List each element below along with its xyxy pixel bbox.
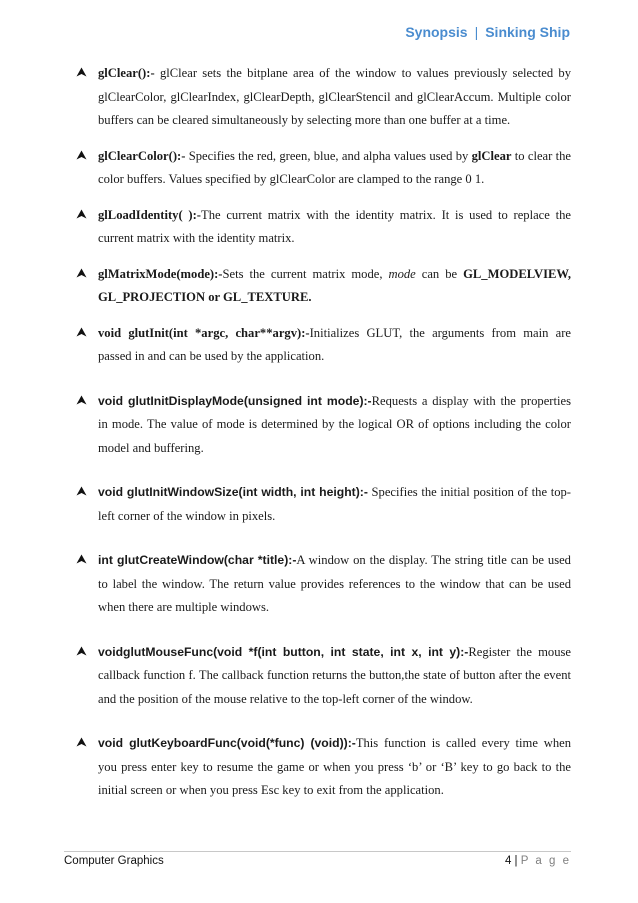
header-subtitle: Sinking Ship xyxy=(485,24,570,40)
list-item xyxy=(76,145,571,192)
function-term: void glutInitWindowSize(int width, int height):- xyxy=(98,485,368,499)
list-item xyxy=(76,263,571,310)
triangle-bullet-icon xyxy=(76,62,87,86)
function-description: A window on the display. The string title can be used to label the window. The return value provides references to the window that can be used when there are multiple windows. xyxy=(98,553,571,614)
function-description: Initializes GLUT, the arguments from main are passed in and can be used by the application. xyxy=(98,325,571,363)
triangle-bullet-icon xyxy=(76,390,87,414)
function-description-mid: can be xyxy=(415,266,464,281)
page-label: P a g e xyxy=(520,855,571,867)
function-term: glClear():- xyxy=(98,66,155,80)
triangle-bullet-icon xyxy=(76,204,87,228)
list-item xyxy=(76,204,571,251)
function-term: void glutInitDisplayMode(unsigned int mode):- xyxy=(98,393,372,408)
list-item xyxy=(76,390,571,461)
list-item xyxy=(76,732,571,803)
function-description: Specifies the red, green, blue, and alpha values used by xyxy=(185,148,472,163)
function-description: glClear sets the bitplane area of the window to values previously selected by glClearColor, glClearIndex, glClearDepth, glClearStencil and glClearAccum. Multiple color buffers can be cleared simultaneously by selecting more than one buffer at a time. xyxy=(98,66,571,127)
footer-course: Computer Graphics xyxy=(64,855,164,867)
header-separator: | xyxy=(474,24,479,40)
page-number: 4 xyxy=(504,855,512,867)
triangle-bullet-icon xyxy=(76,549,87,573)
function-term: glLoadIdentity( ):- xyxy=(98,207,201,222)
function-italic: mode xyxy=(388,266,416,281)
list-item xyxy=(76,549,571,620)
page-footer xyxy=(64,851,571,867)
page-header xyxy=(405,24,570,40)
triangle-bullet-icon xyxy=(76,145,87,169)
function-term: glClearColor():- xyxy=(98,148,186,163)
list-item xyxy=(76,641,571,712)
function-term: voidglutMouseFunc(void *f(int button, int state, int x, int y):- xyxy=(98,644,469,659)
triangle-bullet-icon xyxy=(76,732,87,756)
function-term: glMatrixMode(mode):- xyxy=(98,266,223,281)
list-item xyxy=(76,62,571,133)
list-item xyxy=(76,322,571,369)
function-description: Register the mouse callback function f. The callback function returns the button,the state of button after the event and the position of the mouse relative to the top-left corner of the window. xyxy=(98,644,571,706)
page-indicator xyxy=(505,855,571,867)
page-separator: | xyxy=(514,855,518,867)
matrix-modes: GL_MODELVIEW, GL_PROJECTION or GL_TEXTURE. xyxy=(98,266,571,304)
triangle-bullet-icon xyxy=(76,322,87,346)
function-term: void glutInit(int *argc, char**argv):- xyxy=(98,325,310,340)
function-description: Requests a display with the properties in mode. The value of mode is determined by the logical OR of options including the color model and buffering. xyxy=(98,393,571,455)
triangle-bullet-icon xyxy=(76,481,87,505)
header-title: Synopsis xyxy=(405,24,468,40)
triangle-bullet-icon xyxy=(76,263,87,287)
function-description: Specifies the initial position of the top-left corner of the window in pixels. xyxy=(98,485,571,523)
function-emphasis: glClear xyxy=(471,148,512,163)
function-list xyxy=(76,62,571,803)
function-description: Sets the current matrix mode, xyxy=(222,266,389,281)
triangle-bullet-icon xyxy=(76,641,87,665)
function-term: int glutCreateWindow(char *title):- xyxy=(98,553,297,567)
function-description: The current matrix with the identity matrix. It is used to replace the current matrix with the identity matrix. xyxy=(98,207,571,245)
list-item xyxy=(76,481,571,528)
function-term: void glutKeyboardFunc(void(*func) (void)):- xyxy=(98,736,356,750)
function-description-end: to clear the color buffers. Values specified by glClearColor are clamped to the range 0 1. xyxy=(98,148,571,186)
function-description: This function is called every time when you press enter key to resume the game or when you press ‘b’ or ‘B’ key to go back to the initial screen or when you press Esc key to exit from the application. xyxy=(98,736,571,797)
